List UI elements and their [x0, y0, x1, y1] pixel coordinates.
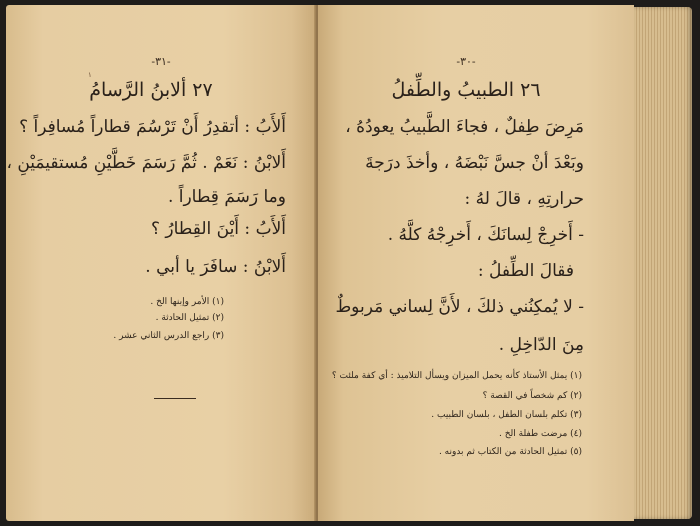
exercise-note: (٣) راجع الدرس الثاني عشر . [113, 331, 224, 341]
text-line: أَلابْنُ : سافَرَ يا أبي . [145, 257, 286, 277]
exercise-note: (٥) تمثيل الحادثة من الكتاب ثم بدونه . [438, 447, 582, 457]
text-line: أَلأَبُ : أَيْنَ القِطارُ ؟ [150, 219, 286, 239]
exercise-note: (١) الأمر وإبنها الخ . [150, 297, 224, 307]
text-line: أَلابْنُ : نَعَمْ . ثُمَّ رَسَمَ خَطَّيْنِ مُستقيمَيْنِ ، [6, 153, 286, 173]
exercise-note: (١) يمثل الأستاذ كأنه يحمل الميزان ويسأل التلاميذ : أي كفة ملئت ؟ [331, 371, 582, 381]
text-line: مِنَ الدّاخِلِ . [498, 335, 584, 355]
left-page [6, 5, 316, 521]
text-line: - لا يُمكِنُني ذلكَ ، لأَنَّ لِساني مَربوطٌ [335, 297, 584, 317]
book-spread [6, 5, 694, 521]
text-line: وبَعْدَ أنْ جسَّ نَبْضَهُ ، وأخذَ درَجةَ [365, 153, 584, 173]
exercise-note: (٤) مرضت طفلة الخ . [498, 429, 582, 439]
text-line: وما رَسَمَ قِطاراً . [167, 187, 286, 207]
page-speck: ١ [88, 71, 92, 79]
exercise-note: (٢) تمثيل الحادثة . [155, 313, 224, 323]
page-edges [634, 7, 692, 519]
right-page [318, 5, 634, 521]
exercise-note: (٢) كم شخصاً في القصة ؟ [482, 391, 582, 401]
exercise-note: (٣) تكلم بلسان الطفل ، بلسان الطبيب . [431, 410, 582, 420]
page-number: -٣٠- [456, 55, 476, 68]
text-line: فقالَ الطِّفلُ : [477, 261, 574, 281]
lesson-title: ٢٧ ألابنُ الرَّسامُ [89, 79, 213, 101]
text-line: حرارتِهِ ، قالَ لهُ : [464, 189, 584, 209]
lesson-title: ٢٦ الطبيبُ والطِّفلُ [391, 79, 541, 101]
text-line: أَلأَبُ : أتقدِرُ أَنْ تَرْسُمَ قطاراً مُسافِراً ؟ [19, 117, 286, 137]
page-number: -٣١- [151, 55, 171, 68]
text-line: مَرِضَ طِفلٌ ، فجاءَ الطَّبيبُ يعودُهُ ، [345, 117, 584, 137]
end-divider [154, 398, 196, 399]
text-line: - أَخرِجْ لِسانَكَ ، أَخرِجْهُ كلَّهُ . [387, 225, 584, 245]
